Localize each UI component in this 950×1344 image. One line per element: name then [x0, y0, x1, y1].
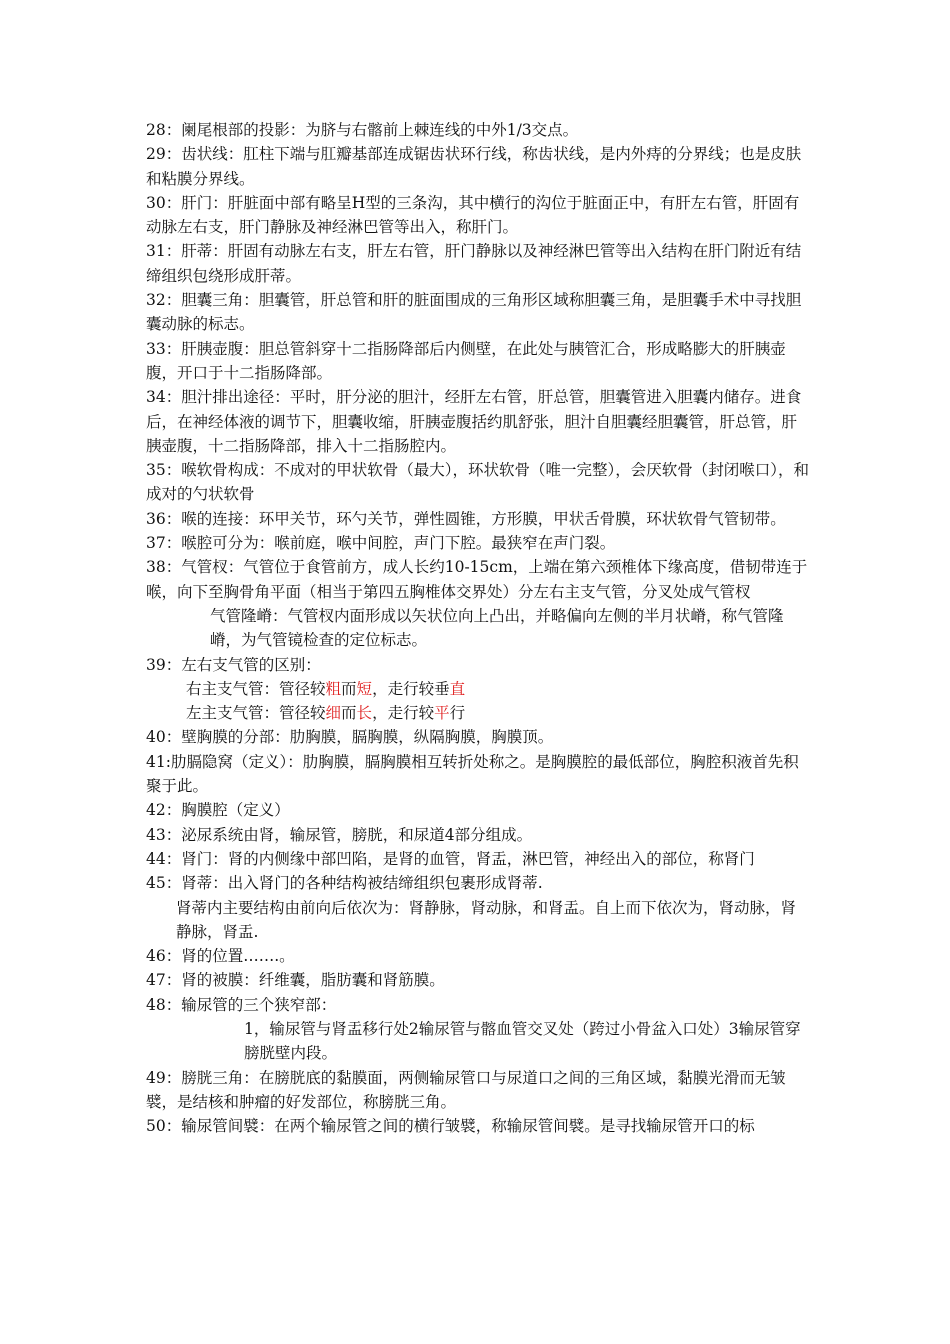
carina-definition: 气管隆嵴：气管杈内面形成以矢状位向上凸出，并略偏向左侧的半月状嵴，称气管隆嵴，为气管镜检查的定位标志。 — [210, 606, 784, 650]
item-35: 35：喉软骨构成：不成对的甲状软骨（最大），环状软骨（唯一完整），会厌软骨（封闭喉口），和成对的勺状软骨 — [146, 461, 809, 504]
item-31: 31：肝蒂：肝固有动脉左右支，肝左右管，肝门静脉以及神经淋巴管等出入结构在肝门附近有结缔组织包绕形成肝蒂。 — [146, 242, 802, 285]
left-bronchus-text: 行 — [449, 704, 466, 723]
item-40: 40：壁胸膜的分部：肋胸膜，膈胸膜，纵隔胸膜，胸膜顶。 — [146, 728, 554, 747]
left-bronchus-text: 左主支气管：管径较 — [186, 704, 326, 723]
item-28: 28：阑尾根部的投影：为脐与右髂前上棘连线的中外1/3交点。 — [146, 121, 579, 139]
item-46: 46：肾的位置…….。 — [146, 947, 295, 966]
item-33: 33：肝胰壶腹：胆总管斜穿十二指肠降部后内侧壁，在此处与胰管汇合，形成略膨大的肝胰壶腹，开口于十二指肠降部。 — [146, 339, 786, 382]
left-bronchus-horizontal: 平 — [434, 704, 450, 723]
left-main-bronchus — [146, 701, 811, 725]
item-49: 49：膀胱三角：在膀胱底的黏膜面，两侧输尿管口与尿道口之间的三角区域，黏膜光滑而无皱襞，是结核和肿瘤的好发部位，称膀胱三角。 — [146, 1068, 786, 1111]
right-bronchus-text: 右主支气管：管径较 — [186, 679, 326, 698]
item-45: 45：肾蒂：出入肾门的各种结构被结缔组织包裹形成肾蒂. — [146, 874, 543, 893]
right-bronchus-vertical: 直 — [449, 679, 466, 698]
left-bronchus-long: 长 — [356, 704, 373, 723]
item-43: 43：泌尿系统由肾，输尿管，膀胱，和尿道4部分组成。 — [146, 825, 533, 844]
item-30: 30：肝门：肝脏面中部有略呈H型的三条沟，其中横行的沟位于脏面正中，有肝左右管，肝固有动脉左右支，肝门静脉及神经淋巴管等出入，称肝门。 — [146, 193, 800, 237]
right-bronchus-short: 短 — [356, 679, 373, 698]
right-bronchus-thick: 粗 — [325, 679, 342, 698]
renal-pedicle-order: 肾蒂内主要结构由前向后依次为：肾静脉，肾动脉，和肾盂。自上而下依次为，肾动脉，肾静脉，肾盂. — [176, 898, 797, 941]
item-39-title: 39：左右支气管的区别： — [146, 655, 321, 674]
item-36: 36：喉的连接：环甲关节，环勺关节，弹性圆锥，方形膜，甲状舌骨膜，环状软骨气管韧带。 — [146, 509, 786, 528]
item-37: 37：喉腔可分为：喉前庭，喉中间腔，声门下腔。最狭窄在声门裂。 — [146, 534, 616, 553]
item-41: 41:肋膈隐窝（定义）：肋胸膜，膈胸膜相互转折处称之。是胸膜腔的最低部位，胸腔积液首先积聚于此。 — [146, 752, 799, 796]
item-42: 42：胸膜腔（定义） — [146, 801, 290, 820]
item-32: 32：胆囊三角：胆囊管，肝总管和肝的脏面围成的三角形区域称胆囊三角，是胆囊手术中寻找胆囊动脉的标志。 — [146, 291, 802, 334]
right-bronchus-text: 而 — [341, 679, 357, 698]
right-main-bronchus — [146, 677, 811, 701]
item-38: 38：气管杈：气管位于食管前方，成人长约10-15cm，上端在第六颈椎体下缘高度，借韧带连于喉，向下至胸骨角平面（相当于第四五胸椎体交界处）分左右主支气管，分叉处成气管杈 — [146, 558, 808, 601]
ureter-narrowings: 1，输尿管与肾盂移行处2输尿管与髂血管交叉处（跨过小骨盆入口处）3输尿管穿膀胱壁内段。 — [244, 1019, 801, 1063]
item-48: 48：输尿管的三个狭窄部： — [146, 995, 337, 1014]
item-50: 50：输尿管间襞：在两个输尿管之间的横行皱襞，称输尿管间襞。是寻找输尿管开口的标 — [146, 1117, 755, 1136]
left-bronchus-thin: 细 — [325, 704, 342, 723]
item-44: 44：肾门：肾的内侧缘中部凹陷，是肾的血管，肾盂，淋巴管，神经出入的部位，称肾门 — [146, 849, 755, 868]
item-34: 34：胆汁排出途径：平时，肝分泌的胆汁，经肝左右管，肝总管，胆囊管进入胆囊内储存。进食后，在神经体液的调节下，胆囊收缩，肝胰壶腹括约肌舒张，胆汁自胆囊经胆囊管，肝总管，肝胰壶腹，十二指肠降部，排入十二指肠腔内。 — [146, 388, 802, 455]
left-bronchus-text: 而 — [341, 704, 357, 723]
right-bronchus-text: ，走行较垂 — [372, 679, 450, 698]
document-page — [146, 118, 811, 1138]
item-29: 29：齿状线：肛柱下端与肛瓣基部连成锯齿状环行线，称齿状线，是内外痔的分界线；也是皮肤和粘膜分界线。 — [146, 145, 802, 188]
left-bronchus-text: ，走行较 — [372, 704, 435, 723]
item-47: 47：肾的被膜：纤维囊，脂肪囊和肾筋膜。 — [146, 971, 445, 990]
